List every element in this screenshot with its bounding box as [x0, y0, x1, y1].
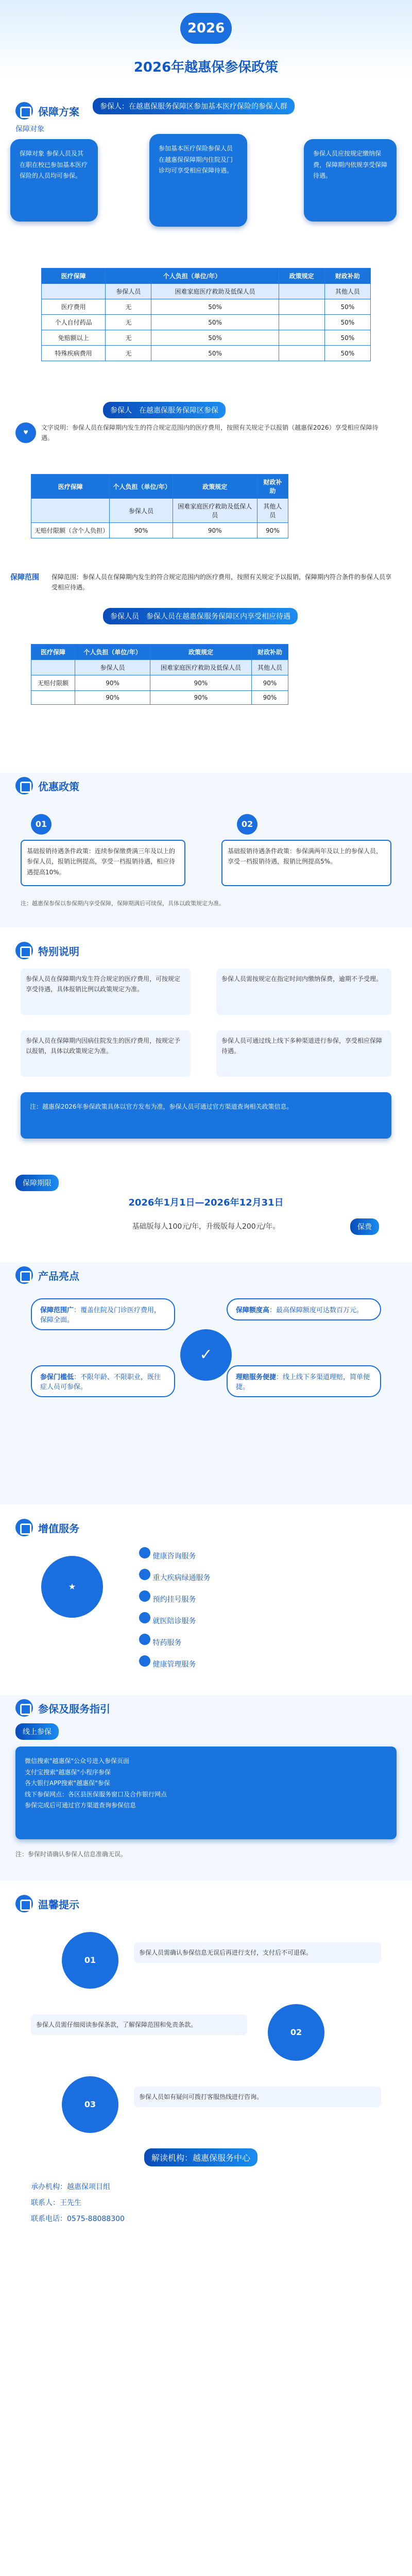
- section-discount: [0, 773, 412, 927]
- discount-item: 基础报销待遇条件政策：连续参保缴费满三年及以上的参保人员，报销比例提高，享受一档报销待遇，相应待遇提高10%。: [21, 840, 185, 886]
- guide-bar: 线上参保: [15, 1723, 59, 1740]
- section-heading: 增值服务: [38, 1522, 79, 1535]
- section-heading: 参保及服务指引: [38, 1702, 110, 1715]
- section-plan: [0, 98, 412, 252]
- text-block: 参保人员在保障期内发生符合规定的医疗费用，可按规定享受待遇，具体报销比例以政策规定为准。: [21, 969, 191, 1015]
- desc: 保障范围：参保人员在保障期内发生的符合规定范围内的医疗费用，按照有关规定予以报销，保障期内符合条件的参保人员享受相应待遇。: [52, 573, 392, 591]
- phone: 0575-88088300: [67, 2214, 125, 2223]
- tip-badge: 01: [62, 1932, 118, 1989]
- highlight-item: 保障额度高：最高保障额度可达数百万元。: [227, 1298, 381, 1320]
- section-highlights: [0, 1262, 412, 1504]
- section-heading: 温馨提示: [38, 1898, 79, 1911]
- tip-badge: 02: [268, 2004, 324, 2061]
- plan-pill: 参保人：在越惠保服务保障区参加基本医疗保险的参保人群: [93, 98, 295, 114]
- year-badge: 2026: [180, 13, 232, 44]
- subheading: 保障对象: [15, 125, 44, 133]
- desc: 文字说明：参保人员在保障期内发生的符合规定范围内的医疗费用，按照有关规定予以报销（越惠保2026）享受相应保障待遇。: [41, 424, 379, 442]
- highlight-item: 理赔服务便捷：线上线下多渠道理赔，简单便捷。: [227, 1365, 381, 1397]
- table-3: 医疗保障 个人负担（单位/年） 政策规定 财政补助 参保人员 困难家庭医疗救助及低保人员 其他人员 无赔付限额 90% 90% 90% 90% 90% 90%: [0, 644, 412, 705]
- table-1: 医疗保障 个人负担（单位/年） 政策规定 财政补助 参保人员 困难家庭医疗救助及低保人员 其他人员 医疗费用 无 50% 50% 个人自付药品 无 50% 50% 免赔额以上 无 50% 50% 特殊疾病费用 无 50% 50%: [0, 268, 412, 361]
- period: 2026年1月1日—2026年12月31日: [128, 1197, 284, 1208]
- shield-icon: ✓: [180, 1329, 232, 1381]
- list-item: 预约挂号服务: [139, 1589, 386, 1611]
- service-list: [139, 1546, 386, 1675]
- section-heading: 优惠政策: [38, 780, 79, 793]
- note: 注：越惠保参保以参保期内享受保障，保障期满后可续保，具体以政策规定为准。: [21, 900, 225, 907]
- info-card: 参加基本医疗保险参保人员在越惠保保障期内住院及门诊均可享受相应保障待遇。: [149, 134, 247, 227]
- highlight-item: 参保门槛低：不限年龄、不限职业，既往症人员可参保。: [31, 1365, 175, 1397]
- section-heading: 产品亮点: [38, 1269, 79, 1282]
- tip-badge: 03: [62, 2076, 118, 2133]
- note: 注：参保时请确认参保人信息准确无误。: [15, 1851, 127, 1858]
- info-card: 参保人员应按规定缴纳保费，保障期内依规享受保障待遇。: [304, 139, 397, 222]
- section-2: [0, 402, 412, 464]
- price: 基础版每人100元/年，升级版每人200元/年。: [132, 1223, 280, 1231]
- guide-pill: 解读机构：越惠保服务中心: [144, 2148, 258, 2166]
- table-2: 医疗保障 个人负担（单位/年） 政策规定 财政补助 参保人员 困难家庭医疗救助及低保人员 其他人员 无赔付限额（含个人负担） 90% 90% 90%: [0, 474, 412, 538]
- text-block: 参保人员可通过线上线下多种渠道进行参保，享受相应保障待遇。: [216, 1030, 391, 1077]
- shield-icon: [15, 102, 33, 120]
- section-heading: 特别说明: [38, 945, 79, 958]
- pill: 参保人员 参保人员在越惠保服务保障区内享受相应待遇: [103, 608, 298, 624]
- star-icon: [15, 942, 33, 959]
- tip: 参保人员需确认参保信息无误后再进行支付，支付后不可退保。: [134, 1942, 381, 1963]
- section-period: [0, 1175, 412, 1252]
- tip: 参保人员需仔细阅读参保条款，了解保障范围和免责条款。: [31, 2014, 247, 2035]
- section-heading: 保障方案: [0, 98, 412, 124]
- list-item: 健康管理服务: [139, 1654, 386, 1675]
- subheading: 保障范围: [10, 573, 39, 582]
- bell-icon: [15, 1895, 33, 1912]
- section-3: [0, 567, 412, 629]
- book-icon: [15, 1699, 33, 1717]
- text-block: 参保人员需按规定在指定时间内缴纳保费，逾期不予受理。: [216, 969, 391, 1015]
- info-card: 保障对象 参保人员及其在职在校已参加基本医疗保险的人员均可参保。: [10, 139, 98, 222]
- tag-icon: [15, 777, 33, 794]
- section-tips: [0, 1891, 412, 2576]
- number-badge: 02: [237, 814, 258, 835]
- section-guide: [0, 1695, 412, 1880]
- service-hub: ★: [41, 1556, 103, 1618]
- section-services: [0, 1515, 412, 1685]
- text-block: 参保人员在保障期内因病住院发生的医疗费用，按规定予以报销，具体以政策规定为准。: [21, 1030, 191, 1077]
- gift-icon: [15, 1519, 33, 1536]
- discount-item: 基础报销待遇条件政策：参保满两年及以上的参保人员，享受一档报销待遇，报销比例提高5%。: [221, 840, 391, 886]
- hero: [0, 0, 412, 77]
- section-special: [0, 938, 412, 1164]
- guide-card: 微信搜索"越惠保"公众号进入参保页面 支付宝搜索"越惠保"小程序参保 各大银行APP搜索"越惠保"参保 线下参保网点：各区县医保服务窗口及合作银行网点 参保完成后可通过官方渠道查询参保信息: [15, 1747, 397, 1839]
- pill: 参保人 在越惠保服务保障区参保: [103, 402, 226, 418]
- list-item: 就医陪诊服务: [139, 1611, 386, 1632]
- highlight-item: 保障范围广：覆盖住院及门诊医疗费用，保障全面。: [31, 1298, 175, 1330]
- heart-icon: ♥: [15, 422, 36, 443]
- period-label: 保障期限: [15, 1175, 59, 1191]
- price-label: 保费: [350, 1218, 379, 1235]
- list-item: 特药服务: [139, 1632, 386, 1654]
- list-item: 健康咨询服务: [139, 1546, 386, 1567]
- tip: 参保人员如有疑问可拨打客服热线进行咨询。: [134, 2087, 381, 2107]
- page-title: 2026年越惠保参保政策: [133, 60, 279, 75]
- list-item: 重大疾病绿通服务: [139, 1567, 386, 1589]
- notice-card: 注：越惠保2026年参保政策具体以官方发布为准，参保人员可通过官方渠道查询相关政策信息。: [21, 1092, 391, 1139]
- number-badge: 01: [31, 814, 52, 835]
- diamond-icon: [15, 1266, 33, 1284]
- contact-block: 承办机构：越惠保项目组 联系人：王先生 联系电话：0575-88088300: [31, 2183, 125, 2223]
